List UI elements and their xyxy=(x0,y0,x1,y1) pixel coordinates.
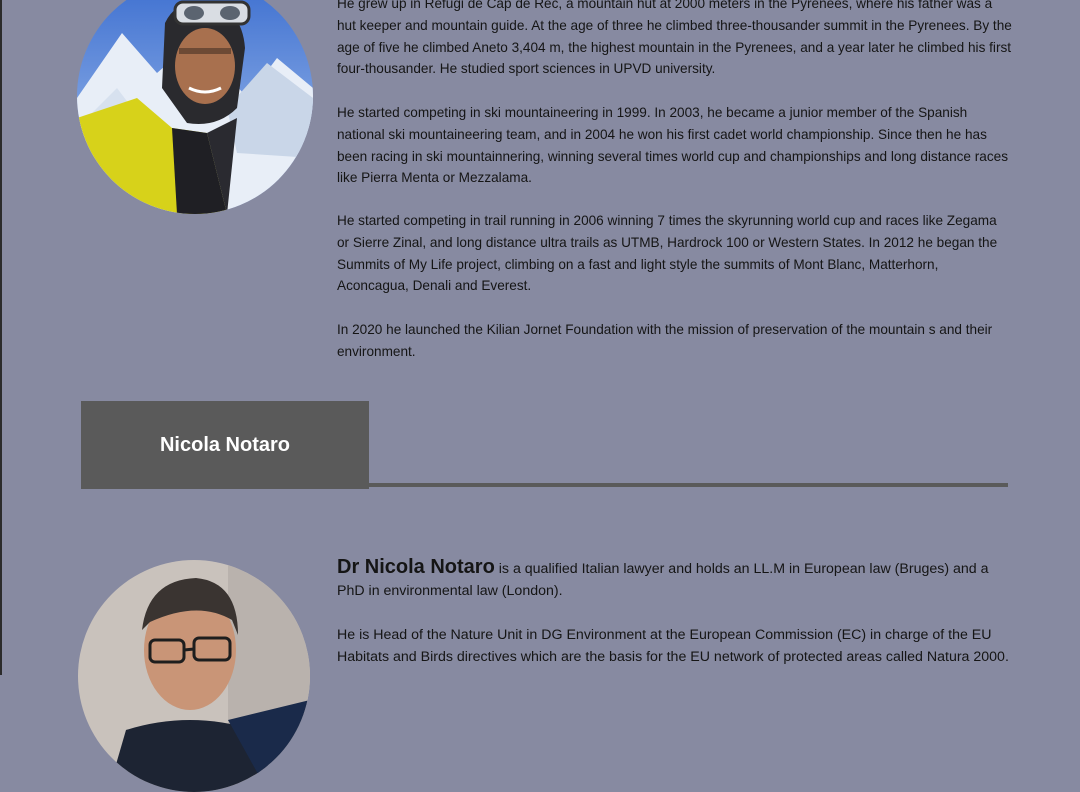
profile-photo-notaro xyxy=(78,560,310,792)
profile-photo-climber xyxy=(77,0,313,214)
bio-paragraph: He started competing in trail running in 2006 winning 7 times the skyrunning world cup and races like Zegama or Sierre Zinal, and long distance ultra trails as UTMB, Hardrock 100 or Western States. In 2012 he began the Summits of My Life project, climbing on a fast and light style the summits of Mont Blanc, Matterhorn, Aconcagua, Denali and Everest. xyxy=(337,213,998,294)
page-left-border xyxy=(0,0,2,675)
bio-paragraph: He started competing in ski mountaineering in 1999. In 2003, he became a junior member of the Spanish national ski mountaineering team, and in 2004 he won his first cadet world championship. Since then he has been racing in ski mountainnering, winning several times world cup and championships and long distance races like Pierra Menta or Mezzalama. xyxy=(337,105,1009,186)
person-name: Dr Nicola Notaro xyxy=(337,556,495,578)
bio-paragraph: In 2020 he launched the Kilian Jornet Foundation with the mission of preservation of the mountain s and their environment. xyxy=(337,322,993,359)
bio-intro-paragraph xyxy=(337,556,1012,603)
section-banner xyxy=(81,401,369,489)
section-title: Nicola Notaro xyxy=(159,433,291,456)
bio-paragraph: He is Head of the Nature Unit in DG Environment at the European Commission (EC) in charge of the EU Habitats and Birds directives which are the basis for the EU network of protected areas called Natura 2000. xyxy=(337,627,1009,666)
bio-intro-text: is a qualified Italian lawyer and holds an LL.M in European law (Bruges) and a PhD in environmental law (London). xyxy=(337,561,989,600)
section-divider xyxy=(369,483,1008,487)
bio-paragraph: He grew up in Refugi de Cap de Rec, a mountain hut at 2000 meters in the Pyrenees, where his father was a hut keeper and mountain guide. At the age of three he climbed three-thousander summit in the Pyrenees. By the age of five he climbed Aneto 3,404 m, the highest mountain in the Pyrenees, and a year later he climbed his first four-thousander. He studied sport sciences in UPVD university. xyxy=(337,0,1012,77)
